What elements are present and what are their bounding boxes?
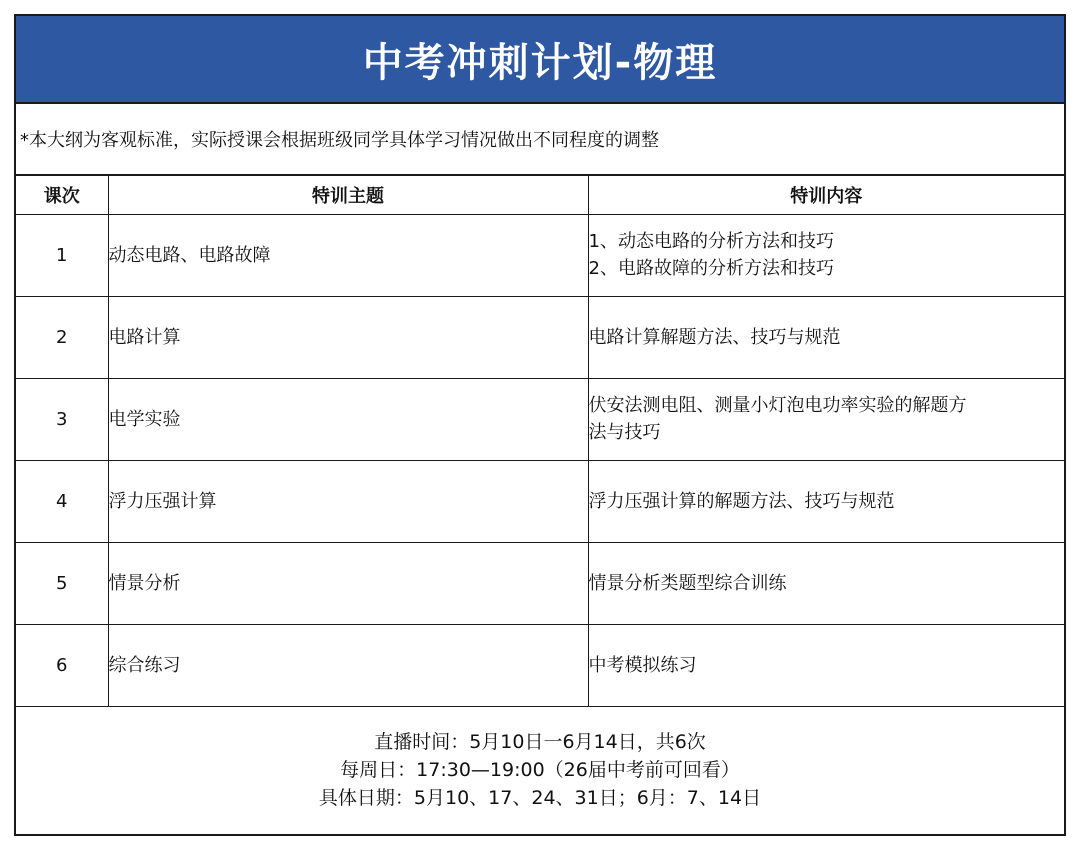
page-title: 中考冲刺计划-物理 bbox=[362, 39, 718, 86]
weekly-time: 每周日：17:30—19:00（26届中考前可回看） bbox=[340, 759, 740, 781]
content-line: 法与技巧 bbox=[588, 422, 661, 443]
content-line: 中考模拟练习 bbox=[588, 654, 697, 676]
header-lesson: 课次 bbox=[16, 176, 108, 214]
lesson-topic: 电路计算 bbox=[108, 296, 588, 378]
lesson-content bbox=[588, 378, 1064, 460]
table-row bbox=[16, 296, 1064, 378]
table-row bbox=[16, 214, 1064, 296]
lesson-content bbox=[588, 214, 1064, 296]
lesson-topic: 电学实验 bbox=[108, 378, 588, 460]
lesson-number: 4 bbox=[16, 460, 108, 542]
course-table bbox=[16, 176, 1064, 707]
lesson-topic: 情景分析 bbox=[108, 542, 588, 624]
lesson-number: 1 bbox=[16, 214, 108, 296]
lesson-number: 3 bbox=[16, 378, 108, 460]
content-line: 情景分析类题型综合训练 bbox=[588, 572, 787, 594]
lesson-topic: 综合练习 bbox=[108, 624, 588, 706]
lesson-topic: 动态电路、电路故障 bbox=[108, 214, 588, 296]
table-row bbox=[16, 624, 1064, 706]
note-row bbox=[16, 104, 1064, 176]
header-content: 特训内容 bbox=[588, 176, 1064, 214]
table-row bbox=[16, 542, 1064, 624]
lesson-number: 6 bbox=[16, 624, 108, 706]
table-row bbox=[16, 460, 1064, 542]
plan-sheet bbox=[14, 14, 1066, 836]
title-bar bbox=[16, 16, 1064, 104]
lesson-topic: 浮力压强计算 bbox=[108, 460, 588, 542]
content-line: 电路计算解题方法、技巧与规范 bbox=[588, 326, 841, 348]
specific-dates: 具体日期：5月10、17、24、31日；6月：7、14日 bbox=[318, 787, 762, 809]
lesson-content bbox=[588, 542, 1064, 624]
content-line: 1、动态电路的分析方法和技巧 bbox=[588, 231, 834, 252]
content-line: 2、电路故障的分析方法和技巧 bbox=[588, 258, 834, 279]
syllabus-note: *本大纲为客观标准，实际授课会根据班级同学具体学习情况做出不同程度的调整 bbox=[20, 130, 659, 151]
table-row bbox=[16, 378, 1064, 460]
lesson-content bbox=[588, 296, 1064, 378]
lesson-content bbox=[588, 460, 1064, 542]
content-line: 浮力压强计算的解题方法、技巧与规范 bbox=[588, 490, 895, 512]
header-topic: 特训主题 bbox=[108, 176, 588, 214]
content-line: 伏安法测电阻、测量小灯泡电功率实验的解题方 bbox=[588, 395, 967, 416]
table-header-row bbox=[16, 176, 1064, 214]
schedule-footer bbox=[16, 706, 1064, 834]
lesson-number: 2 bbox=[16, 296, 108, 378]
live-period: 直播时间：5月10日一6月14日，共6次 bbox=[374, 731, 706, 753]
lesson-content bbox=[588, 624, 1064, 706]
lesson-number: 5 bbox=[16, 542, 108, 624]
